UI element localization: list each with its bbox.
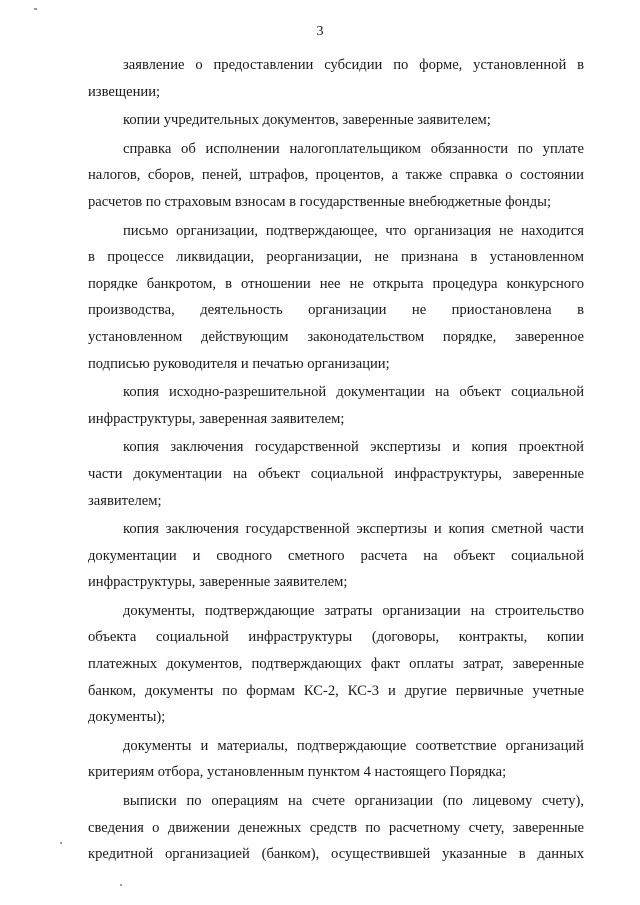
paragraph-project-expertise bbox=[88, 434, 584, 514]
scan-speck bbox=[34, 8, 37, 10]
paragraph-permit-documentation bbox=[88, 379, 584, 432]
document-body bbox=[88, 52, 584, 868]
text-line: установленном действующим законодательством порядке, заверенное bbox=[88, 328, 584, 345]
paragraph-founding-documents bbox=[88, 107, 584, 134]
text-line: выписки по операциям на счете организации (по лицевому счету), bbox=[123, 793, 584, 810]
text-line: письмо организации, подтверждающее, что организация не находится bbox=[123, 222, 584, 239]
paragraph-bank-statements bbox=[88, 788, 584, 868]
text-line: платежных документов, подтверждающих факт оплаты затрат, заверенные bbox=[88, 656, 584, 673]
paragraph-estimate-expertise bbox=[88, 516, 584, 596]
text-line: документы и материалы, подтверждающие соответствие организаций bbox=[123, 737, 584, 754]
text-line: справка об исполнении налогоплательщиком обязанности по уплате bbox=[123, 140, 584, 157]
text-line: производства, деятельность организации не приостановлена в bbox=[88, 302, 584, 319]
text-line: заявителем; bbox=[88, 492, 162, 509]
page-number: 3 bbox=[316, 24, 324, 39]
text-line: инфраструктуры, заверенные заявителем; bbox=[88, 574, 348, 591]
text-line: части документации на объект социальной инфраструктуры, заверенные bbox=[88, 465, 584, 482]
text-line: налогов, сборов, пеней, штрафов, процентов, а также справка о состоянии bbox=[88, 167, 584, 184]
text-line: кредитной организацией (банком), осуществившей указанные в данных bbox=[88, 846, 584, 863]
scan-speck bbox=[120, 884, 122, 886]
text-line: заявление о предоставлении субсидии по форме, установленной в bbox=[123, 57, 584, 73]
text-line: документы, подтверждающие затраты организации на строительство bbox=[123, 602, 584, 619]
text-line: копия исходно-разрешительной документации на объект социальной bbox=[123, 384, 584, 401]
text-line: документации и сводного сметного расчета на объект социальной bbox=[88, 547, 584, 564]
text-line: критериям отбора, установленным пунктом 4 настоящего Порядка; bbox=[88, 764, 507, 781]
text-line: подписью руководителя и печатью организации; bbox=[88, 355, 390, 372]
paragraph-application bbox=[88, 52, 584, 105]
paragraph-organization-letter bbox=[88, 218, 584, 378]
paragraph-tax-certificate bbox=[88, 136, 584, 216]
paragraph-selection-criteria bbox=[88, 733, 584, 786]
text-line: копия заключения государственной экспертизы и копия сметной части bbox=[123, 521, 584, 538]
paragraph-construction-costs bbox=[88, 598, 584, 731]
scan-speck bbox=[60, 842, 62, 844]
text-line: инфраструктуры, заверенная заявителем; bbox=[88, 410, 345, 427]
text-line: копия заключения государственной экспертизы и копия проектной bbox=[123, 439, 584, 456]
text-line: банком, документы по формам КС-2, КС-3 и другие первичные учетные bbox=[88, 682, 584, 699]
text-line: в процессе ликвидации, реорганизации, не признана в установленном bbox=[88, 249, 584, 266]
text-line: документы); bbox=[88, 709, 166, 726]
text-line: порядке банкротом, в отношении нее не открыта процедура конкурсного bbox=[88, 275, 584, 292]
text-line: объекта социальной инфраструктуры (договоры, контракты, копии bbox=[88, 629, 584, 646]
text-line: расчетов по страховым взносам в государственные внебюджетные фонды; bbox=[88, 193, 552, 210]
text-line: сведения о движении денежных средств по расчетному счету, заверенные bbox=[88, 819, 584, 836]
text-line: извещении; bbox=[88, 83, 161, 100]
text-line: копии учредительных документов, заверенные заявителем; bbox=[123, 112, 491, 129]
